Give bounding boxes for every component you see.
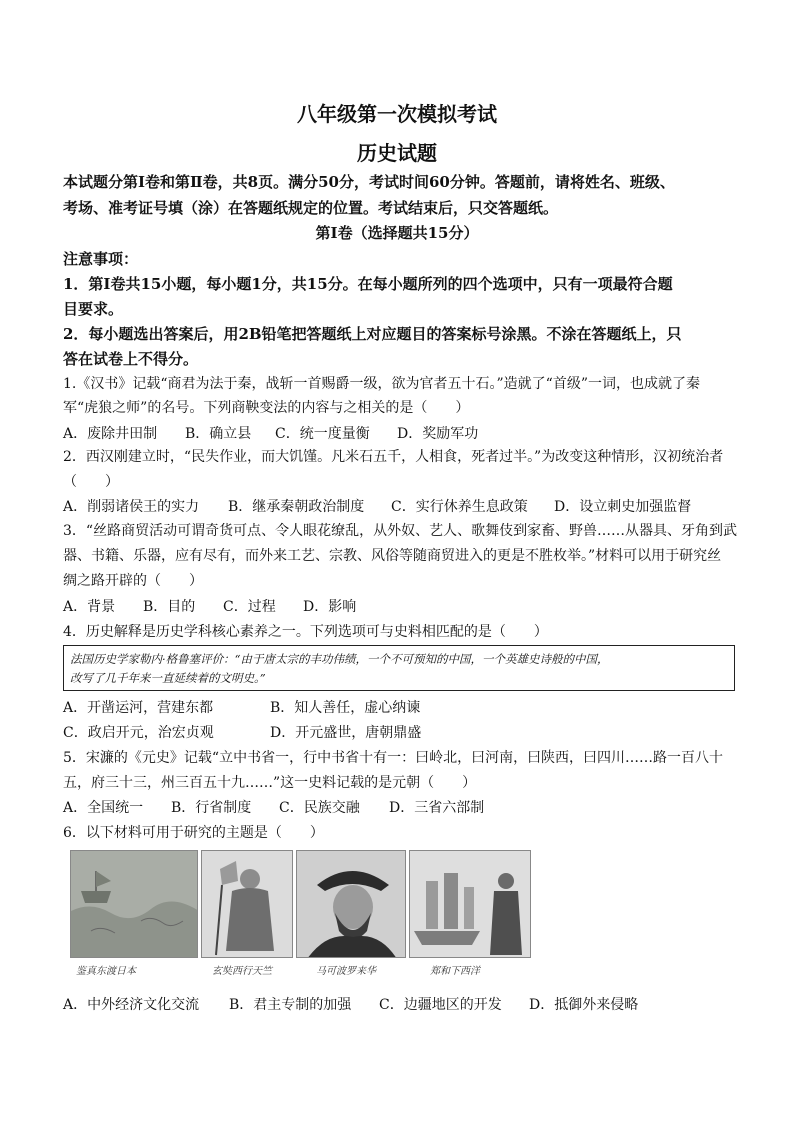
q5-option-d[interactable]: D．三省六部制	[389, 800, 485, 816]
q5-option-b[interactable]: B．行省制度	[171, 800, 252, 816]
section-heading: 第Ⅰ卷（选择题共15分）	[315, 224, 479, 242]
q4-option-c[interactable]: C．政启开元，治宏贞观	[63, 725, 214, 741]
note-2-line-2: 答在试卷上不得分。	[63, 350, 199, 368]
quote-line-2: 改写了几千年来一直延续着的文明史。”	[70, 671, 266, 685]
q4-option-d[interactable]: D．开元盛世，唐朝鼎盛	[270, 725, 422, 741]
caption-xuanzang: 玄奘西行天竺	[212, 966, 272, 977]
q1-option-c[interactable]: C．统一度量衡	[275, 426, 370, 442]
q2-option-b[interactable]: B．继承秦朝政治制度	[228, 499, 365, 515]
xuanzang-journey-image	[201, 850, 293, 958]
q5-option-c[interactable]: C．民族交融	[279, 800, 360, 816]
question-2-line-2: （ ）	[63, 474, 119, 490]
q6-option-a[interactable]: A．中外经济文化交流	[63, 997, 200, 1013]
q2-option-a[interactable]: A．削弱诸侯王的实力	[63, 499, 200, 515]
question-1-options	[63, 424, 478, 444]
question-4-options-row-2	[63, 723, 421, 743]
q6-option-d[interactable]: D．抵御外来侵略	[529, 997, 639, 1013]
exam-subtitle: 历史试题	[357, 141, 437, 165]
jianzhen-voyage-image	[70, 850, 198, 958]
caption-jianzhen: 鉴真东渡日本	[76, 966, 136, 977]
question-1-line-1: 1.《汉书》记载“商君为法于秦，战斩一首赐爵一级，欲为官者五十石。”造就了“首级”一词，也成就了秦	[63, 376, 700, 392]
q1-option-d[interactable]: D．奖励军功	[397, 426, 479, 442]
q2-option-d[interactable]: D．设立刺史加强监督	[554, 499, 692, 515]
marco-polo-illustration	[297, 851, 406, 958]
caption-marco-polo: 马可波罗来华	[316, 966, 376, 977]
historical-quote-box	[63, 645, 735, 691]
question-6-options	[63, 995, 638, 1015]
jianzhen-voyage-illustration	[71, 851, 198, 958]
question-3-line-1: 3．“丝路商贸活动可谓奇货可点、令人眼花缭乱，从外奴、艺人、歌舞伎到家畜、野兽……从器具、牙角到武	[63, 523, 738, 539]
question-4-line-1: 4．历史解释是历史学科核心素养之一。下列选项可与史料相匹配的是（ ）	[63, 624, 548, 640]
q3-option-c[interactable]: C．过程	[223, 599, 276, 615]
q6-option-b[interactable]: B．君主专制的加强	[229, 997, 352, 1013]
zheng-he-illustration	[410, 851, 531, 958]
question-5-line-2: 五，府三十三，州三百五十九……”这一史料记载的是元朝（ ）	[63, 775, 477, 791]
question-3-line-2: 器、书籍、乐器，应有尽有，而外来工艺、宗教、风俗等随商贸进入的更是不胜枚举。”材料可以用于研究丝	[63, 548, 722, 564]
question-2-line-1: 2．西汉刚建立时，“民失作业，而大饥馑。凡米石五千，人相食，死者过半。”为改变这种情形，汉初统治者	[63, 449, 724, 465]
quote-line-1: 法国历史学家勒内·格鲁塞评价：“由于唐太宗的丰功伟绩，一个不可预知的中国，一个英雄史诗般的中国，	[70, 652, 609, 666]
q3-option-b[interactable]: B．目的	[143, 599, 196, 615]
question-1-line-2: 军“虎狼之师”的名号。下列商鞅变法的内容与之相关的是（ ）	[63, 400, 470, 416]
q3-option-a[interactable]: A．背景	[63, 599, 116, 615]
zheng-he-voyage-image	[409, 850, 531, 958]
exam-title: 八年级第一次模拟考试	[297, 102, 497, 126]
question-5-line-1: 5．宋濂的《元史》记载“立中书省一，行中书省十有一：曰岭北，曰河南，曰陕西，曰四川……路一百八十	[63, 750, 724, 766]
xuanzang-illustration	[202, 851, 293, 958]
notes-heading: 注意事项：	[63, 250, 139, 268]
question-3-options	[63, 597, 356, 617]
marco-polo-image	[296, 850, 406, 958]
intro-line-1: 本试题分第Ⅰ卷和第Ⅱ卷，共8页。满分50分，考试时间60分钟。答题前，请将姓名、班级、	[63, 173, 675, 191]
q2-option-c[interactable]: C．实行休养生息政策	[391, 499, 528, 515]
note-1-line-1: 1．第Ⅰ卷共15小题，每小题1分，共15分。在每小题所列的四个选项中，只有一项最符合题	[63, 275, 673, 293]
question-4-options-row-1	[63, 698, 420, 718]
note-2-line-1: 2．每小题选出答案后，用2B铅笔把答题纸上对应题目的答案标号涂黑。不涂在答题纸上，只	[63, 325, 682, 343]
q6-option-c[interactable]: C．边疆地区的开发	[379, 997, 502, 1013]
q1-option-b[interactable]: B．确立县	[185, 426, 252, 442]
question-3-line-3: 绸之路开辟的（ ）	[63, 573, 203, 589]
caption-zheng-he: 郑和下西洋	[430, 966, 480, 977]
question-6-line-1: 6．以下材料可用于研究的主题是（ ）	[63, 825, 324, 841]
q5-option-a[interactable]: A．全国统一	[63, 800, 144, 816]
q1-option-a[interactable]: A．废除井田制	[63, 426, 158, 442]
historical-images-strip	[70, 850, 530, 980]
question-5-options	[63, 798, 484, 818]
q3-option-d[interactable]: D．影响	[303, 599, 357, 615]
intro-line-2: 考场、准考证号填（涂）在答题纸规定的位置。考试结束后，只交答题纸。	[63, 199, 559, 217]
q4-option-a[interactable]: A．开凿运河，营建东都	[63, 700, 214, 716]
q4-option-b[interactable]: B．知人善任，虚心纳谏	[270, 700, 421, 716]
note-1-line-2: 目要求。	[63, 300, 124, 318]
question-2-options	[63, 497, 691, 517]
